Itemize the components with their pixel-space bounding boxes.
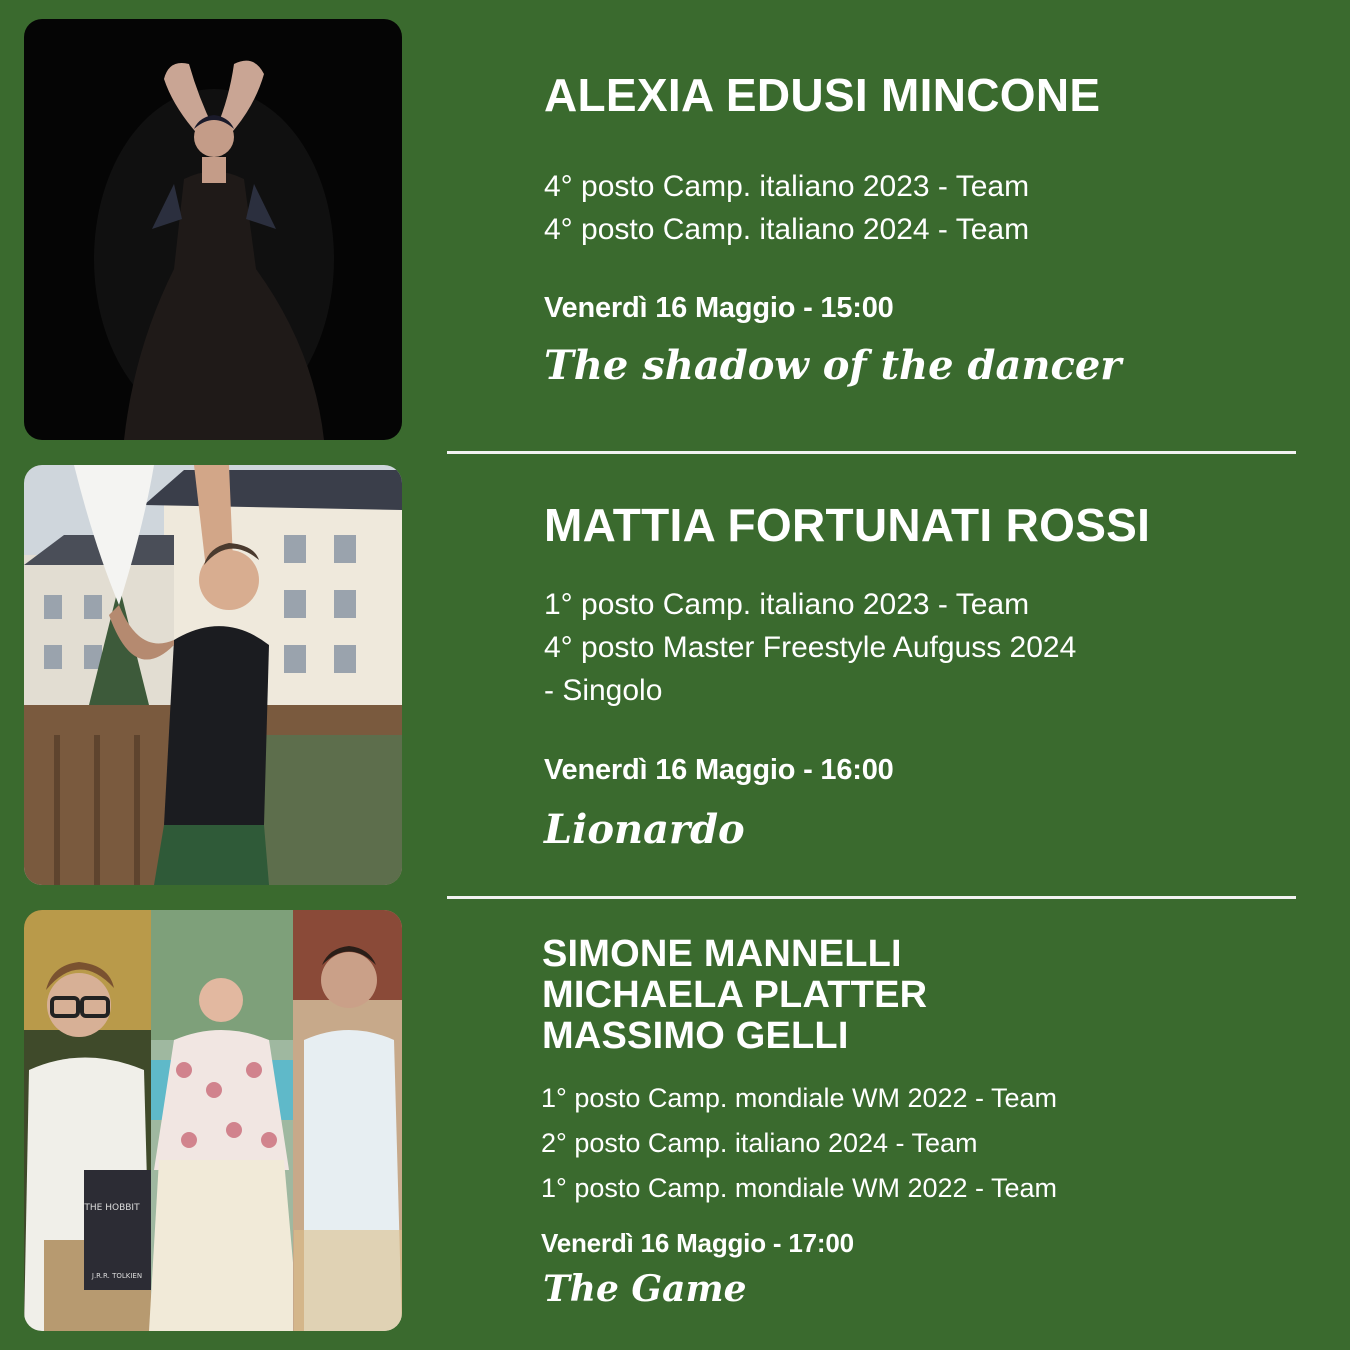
- photo-alexia: [24, 19, 402, 440]
- section-divider: [447, 451, 1296, 454]
- award-item: 4° posto Camp. italiano 2023 - Team: [544, 170, 1030, 203]
- award-item: 1° posto Camp. italiano 2023 - Team: [544, 588, 1030, 621]
- performer-name: SIMONE MANNELLI: [542, 933, 902, 975]
- photo-trio-collage: [24, 910, 402, 1331]
- awards-list-2: [544, 583, 1076, 712]
- show-title-1: The shadow of the dancer: [544, 342, 1122, 389]
- performer-names-3: [542, 934, 927, 1057]
- performer-name: MASSIMO GELLI: [542, 1015, 849, 1057]
- award-item: - Singolo: [544, 674, 663, 707]
- award-item: 4° posto Master Freestyle Aufguss 2024: [544, 631, 1077, 664]
- performance-datetime-2: Venerdì 16 Maggio - 16:00: [544, 754, 894, 786]
- performer-name-1: ALEXIA EDUSI MINCONE: [544, 69, 1101, 121]
- show-title-3: The Game: [543, 1268, 747, 1310]
- photo-mattia: [24, 465, 402, 885]
- performer-name: MICHAELA PLATTER: [542, 974, 928, 1016]
- hobbit-book-author: J.R.R. TOLKIEN: [91, 1272, 143, 1280]
- performance-datetime-3: Venerdì 16 Maggio - 17:00: [541, 1228, 854, 1258]
- performance-datetime-1: Venerdì 16 Maggio - 15:00: [544, 292, 894, 324]
- show-title-2: Lionardo: [544, 806, 745, 853]
- hobbit-book-title: THE HOBBIT: [84, 1203, 140, 1213]
- award-item: 1° posto Camp. mondiale WM 2022 - Team: [541, 1173, 1058, 1203]
- section-divider: [447, 896, 1296, 899]
- award-item: 4° posto Camp. italiano 2024 - Team: [544, 213, 1030, 246]
- performer-name-2: MATTIA FORTUNATI ROSSI: [544, 499, 1151, 551]
- award-item: 2° posto Camp. italiano 2024 - Team: [541, 1128, 978, 1158]
- awards-list-3: [541, 1076, 1057, 1211]
- awards-list-1: [544, 165, 1029, 251]
- award-item: 1° posto Camp. mondiale WM 2022 - Team: [541, 1083, 1058, 1113]
